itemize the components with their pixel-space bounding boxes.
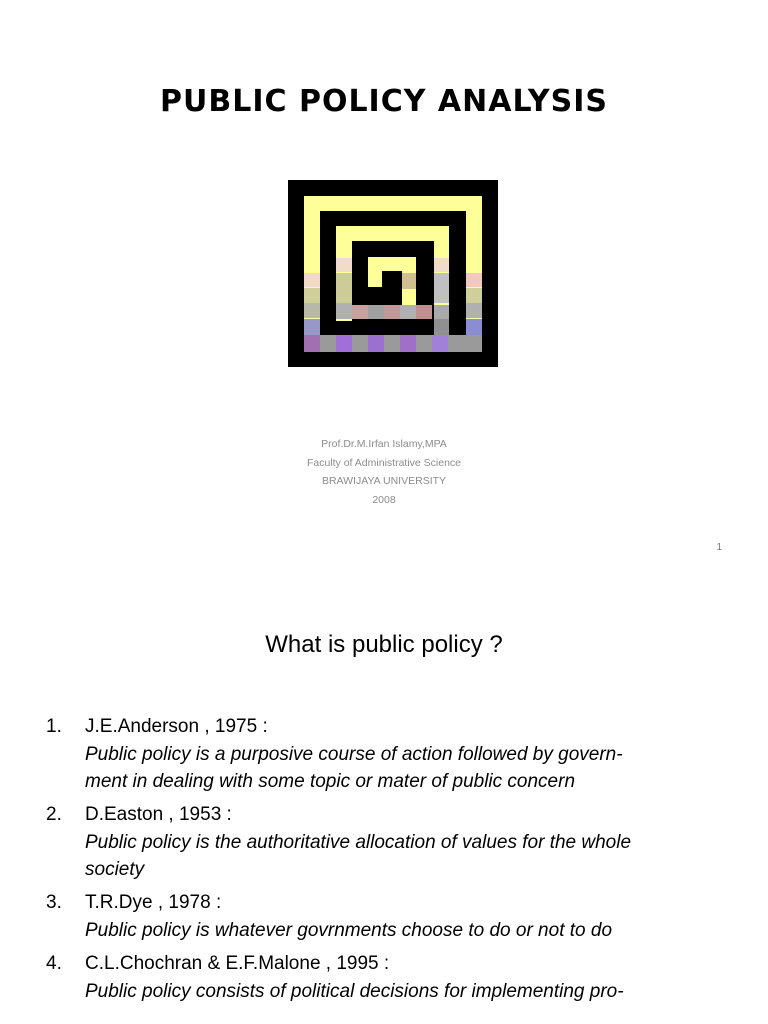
credit-line: Prof.Dr.M.Irfan Islamy,MPA <box>321 438 447 450</box>
item-quote <box>85 741 736 795</box>
credit-line: Faculty of Administrative Science <box>306 456 462 469</box>
quote-line: Public policy is a purposive course of action followed by govern- <box>85 744 623 765</box>
list-item <box>46 713 736 795</box>
item-number: 3. <box>46 892 62 913</box>
list-item <box>46 801 736 883</box>
item-quote <box>85 829 736 883</box>
list-item <box>46 889 736 944</box>
list-item <box>46 950 736 1005</box>
slide-heading: What is public policy ? <box>265 631 503 658</box>
item-quote <box>85 978 736 1005</box>
item-source: C.L.Chochran & E.F.Malone , 1995 : <box>85 953 390 974</box>
quote-line: society <box>85 859 145 880</box>
quote-line: Public policy consists of political decisions for implementing pro- <box>85 981 624 1002</box>
spiral-logo <box>288 180 498 367</box>
slide-2 <box>0 585 768 1024</box>
item-source: D.Easton , 1953 : <box>85 804 232 825</box>
item-source: J.E.Anderson , 1975 : <box>85 716 268 737</box>
item-source: T.R.Dye , 1978 : <box>85 892 222 913</box>
quote-line: ment in dealing with some topic or mater of public concern <box>85 771 576 792</box>
item-quote <box>85 917 736 944</box>
quote-line: Public policy is the authoritative allocation of values for the whole <box>85 832 632 853</box>
item-number: 1. <box>46 716 62 737</box>
author-credits <box>0 435 768 509</box>
page-number: 1 <box>716 542 722 553</box>
item-number: 4. <box>46 953 62 974</box>
definition-list <box>46 713 736 1011</box>
item-number: 2. <box>46 804 62 825</box>
credit-line: BRAWIJAYA UNIVERSITY <box>321 475 447 487</box>
slide-title: PUBLIC POLICY ANALYSIS <box>160 84 608 119</box>
credit-line: 2008 <box>372 493 396 506</box>
quote-line: Public policy is whatever govrnments choose to do or not to do <box>85 920 613 941</box>
